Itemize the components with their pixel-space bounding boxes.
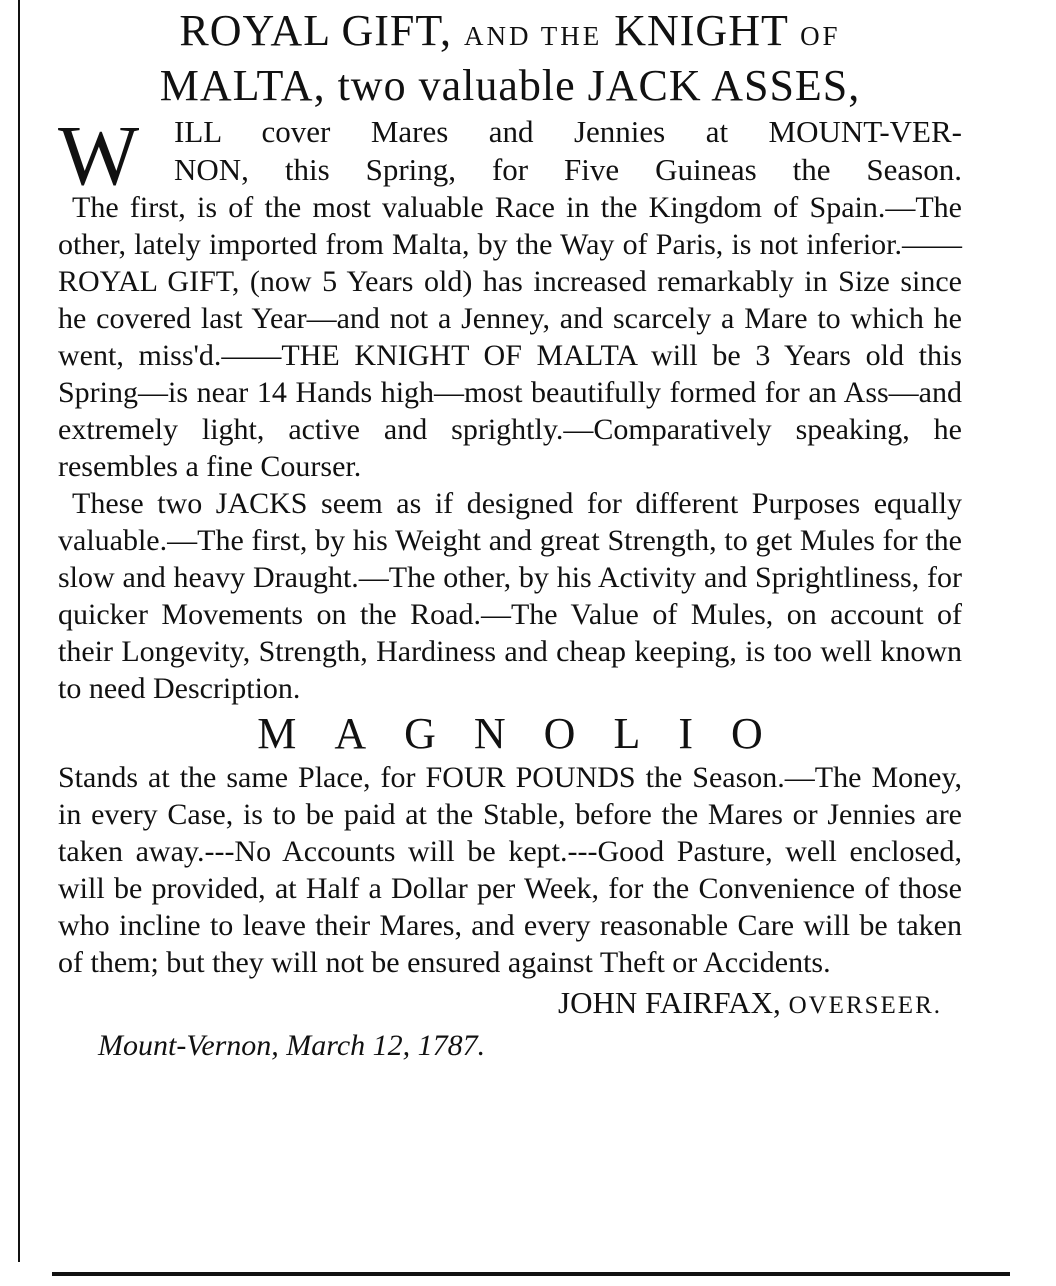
lead-line-1: ILL cover Mares and Jennies at MOUNT-VER- [174, 114, 962, 149]
lead-line-2: NON, this Spring, for Five Guineas the Season. [174, 152, 962, 187]
lead-paragraph [58, 107, 962, 203]
signature-name: JOHN FAIRFAX, [558, 985, 781, 1020]
signature-title: OVERSEER. [788, 992, 942, 1019]
headline-royal-gift: ROYAL GIFT, [179, 6, 452, 55]
headline-line-2: MALTA, two valuable JACK ASSES, [159, 61, 861, 110]
magnolio-title: MAGNOLIO [257, 709, 801, 758]
bottom-rule [52, 1272, 1010, 1276]
headline-of: OF [800, 21, 841, 51]
signature [58, 983, 962, 1026]
drop-cap: W [58, 107, 134, 203]
advertisement [58, 6, 962, 1066]
paragraph-two-jacks: These two JACKS seem as if designed for different Purposes equally valuable.—The first, by his Weight and great Strength, to get Mules for the slow and heavy Draught.—The other, by his Activity and Sprightliness, for quicker Movements on the Road.—The Value of Mules, on account of their Longevity, Strength, Hardiness and cheap keeping, is too well known to need Description. [58, 487, 962, 705]
dateline: Mount-Vernon, March 12, 1787. [98, 1029, 486, 1062]
headline-line-1 [58, 6, 962, 61]
left-column-rule [18, 0, 20, 1262]
headline-and-the: AND THE [463, 21, 603, 51]
paragraph-royal-gift-description: The first, is of the most valuable Race in the Kingdom of Spain.—The other, lately imported from Malta, by the Way of Paris, is not inferior.——ROYAL GIFT, (now 5 Years old) has increased remarkably in Size since he covered last Year—and not a Jenney, and scarcely a Mare to which he went, miss'd.——THE KNIGHT OF MALTA will be 3 Years old this Spring—is near 14 Hands high—most beautifully formed for an Ass—and extremely light, active and sprightly.—Comparatively speaking, he resembles a fine Courser. [58, 191, 962, 483]
headline-knight: KNIGHT [614, 6, 789, 55]
magnolio-paragraph: Stands at the same Place, for FOUR POUNDS the Season.—The Money, in every Case, is to be paid at the Stable, before the Mares or Jennies are taken away.---No Accounts will be kept.---Good Pasture, well enclosed, will be provided, at Half a Dollar per Week, for the Convenience of those who incline to leave their Mares, and every reasonable Care will be taken of them; but they will not be ensured against Theft or Accidents. [58, 761, 962, 979]
